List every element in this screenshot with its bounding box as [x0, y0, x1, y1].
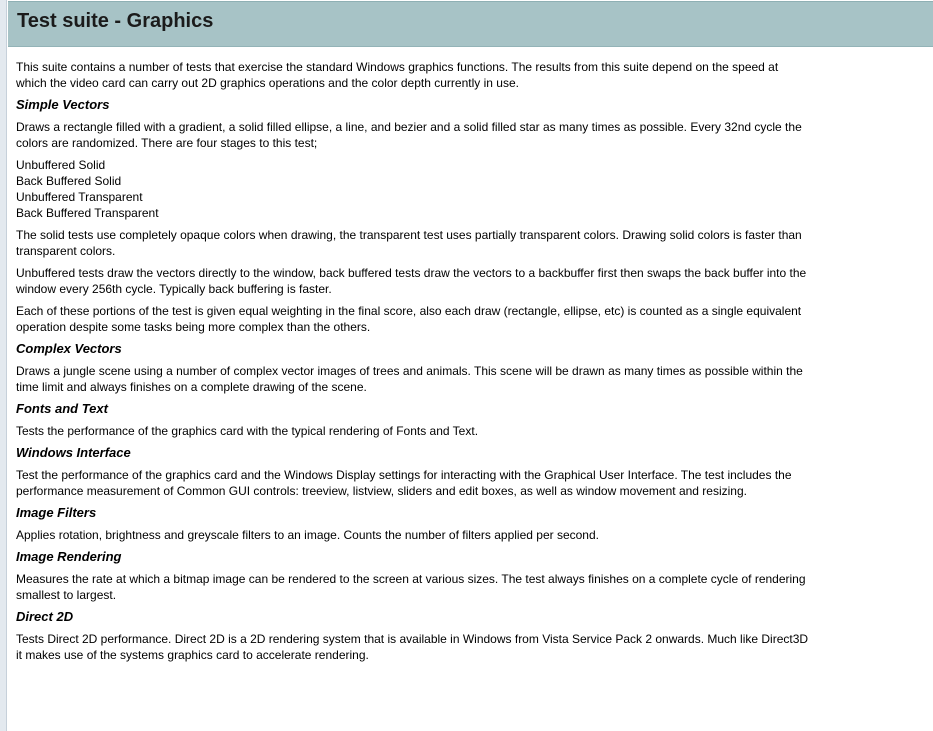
stage-list [16, 157, 811, 221]
heading-simple-vectors: Simple Vectors [16, 97, 110, 112]
left-border [0, 0, 7, 731]
fonts-and-text-description: Tests the performance of the graphics card with the typical rendering of Fonts and Text. [16, 424, 479, 438]
page-title: Test suite - Graphics [17, 10, 214, 32]
complex-vectors-description: Draws a jungle scene using a number of complex vector images of trees and animals. This scene will be drawn as many times as possible within the time limit and always finishes on a complete drawing of the scene. [16, 364, 803, 394]
windows-interface-description: Test the performance of the graphics card and the Windows Display settings for interacting with the Graphical User Interface. The test includes the performance measurement of Common GUI controls: treeview, listview, sliders and edit boxes, as well as window movement and resizing. [16, 468, 792, 498]
heading-complex-vectors: Complex Vectors [16, 341, 122, 356]
stage-item: Back Buffered Solid [16, 174, 122, 188]
stage-item: Unbuffered Solid [16, 158, 106, 172]
heading-image-rendering: Image Rendering [16, 549, 122, 564]
simple-vectors-description: Draws a rectangle filled with a gradient, a solid filled ellipse, a line, and bezier and a solid filled star as many times as possible. Every 32nd cycle the colors are randomized. There are four stages to this test; [16, 120, 802, 150]
weighting-paragraph: Each of these portions of the test is given equal weighting in the final score, also each draw (rectangle, ellipse, etc) is counted as a single equivalent operation despite some tasks being more complex than the others. [16, 304, 802, 334]
buffering-paragraph: Unbuffered tests draw the vectors directly to the window, back buffered tests draw the vectors to a backbuffer first then swaps the back buffer into the window every 256th cycle. Typically back buffering is faster. [16, 266, 807, 296]
intro-paragraph: This suite contains a number of tests that exercise the standard Windows graphics functions. The results from this suite depend on the speed at which the video card can carry out 2D graphics operations and the color depth currently in use. [16, 60, 779, 90]
stage-item: Back Buffered Transparent [16, 206, 159, 220]
solid-transparent-paragraph: The solid tests use completely opaque colors when drawing, the transparent test uses partially transparent colors. Drawing solid colors is faster than transparent colors. [16, 228, 802, 258]
help-content [16, 59, 811, 669]
image-rendering-description: Measures the rate at which a bitmap image can be rendered to the screen at various sizes. The test always finishes on a complete cycle of rendering smallest to largest. [16, 572, 806, 602]
stage-item: Unbuffered Transparent [16, 190, 143, 204]
heading-windows-interface: Windows Interface [16, 445, 131, 460]
direct-2d-description: Tests Direct 2D performance. Direct 2D is a 2D rendering system that is available in Windows from Vista Service Pack 2 onwards. Much like Direct3D it makes use of the systems graphics card to accelerate rendering. [16, 632, 809, 662]
page-header [8, 1, 933, 47]
heading-direct-2d: Direct 2D [16, 609, 74, 624]
heading-image-filters: Image Filters [16, 505, 97, 520]
image-filters-description: Applies rotation, brightness and greyscale filters to an image. Counts the number of filters applied per second. [16, 528, 599, 542]
heading-fonts-and-text: Fonts and Text [16, 401, 108, 416]
